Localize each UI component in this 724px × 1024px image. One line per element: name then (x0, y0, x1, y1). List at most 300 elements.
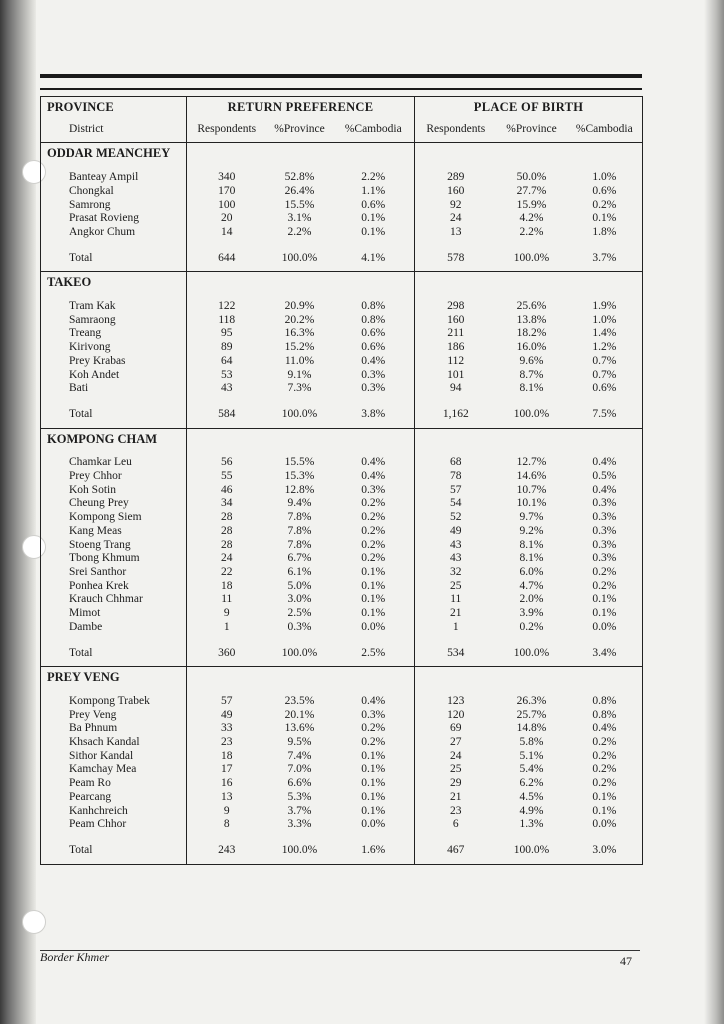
district-name: Kamchay Mea (41, 763, 187, 777)
district-table (40, 96, 643, 865)
binding-edge (0, 0, 36, 1024)
table-row (41, 212, 643, 226)
pob-pct-province: 10.7% (516, 483, 547, 496)
pob-pct-province: 8.1% (519, 538, 544, 551)
table-row (41, 497, 643, 511)
pob-respondents: 78 (450, 470, 462, 483)
pob-pct-cambodia: 0.7% (567, 355, 643, 369)
pob-respondents: 21 (450, 607, 462, 620)
rp-pct-province: 20.1% (284, 708, 315, 721)
footer-publication: Border Khmer (40, 950, 110, 964)
table-row (41, 722, 643, 736)
total-rp-pct-province: 100.0% (267, 635, 333, 667)
rp-pct-province: 9.4% (287, 497, 312, 510)
pob-pct-province: 50.0% (516, 171, 547, 184)
footer-rule (40, 950, 640, 951)
pob-respondents-header: Respondents (415, 115, 497, 143)
district-name: Samraong (41, 314, 187, 328)
rp-pct-province: 9.5% (287, 736, 312, 749)
total-pob-pct-province: 100.0% (497, 635, 567, 667)
pob-pct-province: 8.1% (519, 552, 544, 565)
rp-respondents: 28 (221, 511, 233, 524)
rp-respondents: 8 (223, 818, 230, 831)
rp-pct-cambodia: 0.2% (333, 552, 415, 566)
table-row (41, 763, 643, 777)
district-header: District (41, 115, 187, 143)
pob-respondents: 49 (450, 524, 462, 537)
table-row (41, 369, 643, 383)
table-row (41, 552, 643, 566)
table-row (41, 300, 643, 314)
page-edge-shadow (704, 0, 724, 1024)
rp-pct-cambodia: 0.4% (333, 456, 415, 470)
rp-pct-province: 52.8% (284, 171, 315, 184)
rp-pct-province: 6.7% (287, 552, 312, 565)
pob-pct-province: 3.9% (519, 607, 544, 620)
pob-pct-cambodia: 0.3% (567, 539, 643, 553)
rp-respondents: 46 (221, 483, 233, 496)
rp-pct-province: 7.8% (287, 524, 312, 537)
pob-pct-cambodia: 0.1% (567, 805, 643, 819)
top-rule (40, 74, 642, 90)
table-row (41, 484, 643, 498)
province-header: PROVINCE (41, 97, 187, 115)
rp-pct-province: 5.0% (287, 579, 312, 592)
pob-respondents: 11 (450, 593, 462, 606)
pob-pct-province: 5.1% (519, 749, 544, 762)
total-label: Total (41, 396, 187, 428)
pob-pct-province: 5.4% (519, 763, 544, 776)
pob-respondents: 13 (450, 225, 462, 238)
rp-respondents: 18 (221, 749, 233, 762)
province-spacer (187, 667, 415, 695)
district-name: Koh Andet (41, 369, 187, 383)
total-rp-pct-province: 100.0% (267, 240, 333, 272)
total-rp-pct-cambodia: 2.5% (333, 635, 415, 667)
table-row (41, 314, 643, 328)
page-number: 47 (620, 954, 632, 968)
rp-pct-cambodia: 0.3% (333, 369, 415, 383)
district-name: Sithor Kandal (41, 750, 187, 764)
table-row (41, 382, 643, 396)
district-name: Kompong Trabek (41, 695, 187, 709)
rp-pct-cambodia: 0.2% (333, 722, 415, 736)
table-row (41, 539, 643, 553)
table-row (41, 818, 643, 832)
province-spacer (187, 428, 415, 456)
pob-pct-cambodia: 0.3% (567, 525, 643, 539)
district-name: Tram Kak (41, 300, 187, 314)
pob-pct-cambodia: 0.8% (567, 709, 643, 723)
pob-pct-province: 4.9% (519, 804, 544, 817)
district-name: Srei Santhor (41, 566, 187, 580)
rp-pct-province: 20.9% (284, 300, 315, 313)
pob-pct-cambodia: 0.3% (567, 552, 643, 566)
district-name: Kirivong (41, 341, 187, 355)
pob-pct-cambodia: 0.2% (567, 736, 643, 750)
pob-pct-province: 2.0% (519, 593, 544, 606)
rp-pct-cambodia: 0.6% (333, 199, 415, 213)
rp-respondents: 95 (221, 327, 233, 340)
pob-respondents: 1 (452, 620, 459, 633)
pob-pct-province-header: %Province (497, 115, 567, 143)
pob-pct-cambodia: 1.4% (567, 327, 643, 341)
rp-pct-cambodia: 0.1% (333, 566, 415, 580)
rp-pct-province: 7.8% (287, 538, 312, 551)
pob-respondents: 27 (450, 736, 462, 749)
pob-pct-cambodia: 0.6% (567, 185, 643, 199)
province-row (41, 272, 643, 300)
pob-pct-province: 4.7% (519, 579, 544, 592)
rp-pct-cambodia: 0.1% (333, 763, 415, 777)
pob-respondents: 25 (450, 579, 462, 592)
table-row (41, 607, 643, 621)
total-rp-pct-cambodia: 1.6% (333, 832, 415, 864)
total-row (41, 832, 643, 864)
table-row (41, 525, 643, 539)
table-row (41, 580, 643, 594)
pob-pct-cambodia: 0.3% (567, 497, 643, 511)
pob-respondents: 92 (450, 198, 462, 211)
total-label: Total (41, 635, 187, 667)
rp-pct-cambodia: 0.0% (333, 818, 415, 832)
pob-respondents: 24 (450, 212, 462, 225)
rp-pct-province-header: %Province (267, 115, 333, 143)
rp-respondents: 28 (221, 538, 233, 551)
pob-pct-cambodia: 0.0% (567, 621, 643, 635)
rp-pct-cambodia: 0.3% (333, 484, 415, 498)
pob-pct-cambodia: 0.3% (567, 511, 643, 525)
place-of-birth-header: PLACE OF BIRTH (415, 97, 643, 115)
pob-respondents: 25 (450, 763, 462, 776)
rp-pct-province: 15.5% (284, 198, 315, 211)
province-name: KOMPONG CHAM (41, 428, 187, 456)
district-name: Tbong Khmum (41, 552, 187, 566)
header-row-top (41, 97, 643, 115)
rp-respondents: 17 (221, 763, 233, 776)
total-pob-pct-cambodia: 3.0% (567, 832, 643, 864)
rp-respondents: 20 (221, 212, 233, 225)
pob-respondents: 186 (447, 341, 465, 354)
pob-respondents: 69 (450, 722, 462, 735)
district-name: Chongkal (41, 185, 187, 199)
district-name: Cheung Prey (41, 497, 187, 511)
total-rp-pct-province: 100.0% (267, 832, 333, 864)
table-row (41, 593, 643, 607)
pob-pct-province: 4.5% (519, 790, 544, 803)
rp-respondents: 56 (221, 456, 233, 469)
rp-pct-cambodia: 0.0% (333, 621, 415, 635)
total-row (41, 396, 643, 428)
pob-pct-cambodia: 0.2% (567, 777, 643, 791)
pob-pct-province: 4.2% (519, 212, 544, 225)
pob-pct-province: 13.8% (516, 313, 547, 326)
table-row (41, 226, 643, 240)
rp-pct-province: 2.5% (287, 607, 312, 620)
district-name: Kang Meas (41, 525, 187, 539)
rp-respondents: 34 (221, 497, 233, 510)
pob-pct-cambodia: 0.0% (567, 818, 643, 832)
pob-pct-cambodia: 0.2% (567, 580, 643, 594)
rp-pct-cambodia: 0.1% (333, 805, 415, 819)
rp-respondents: 53 (221, 368, 233, 381)
total-pob-respondents: 1,162 (415, 396, 497, 428)
pob-pct-province: 6.2% (519, 777, 544, 790)
pob-pct-cambodia: 0.2% (567, 750, 643, 764)
pob-pct-cambodia: 1.8% (567, 226, 643, 240)
rp-pct-cambodia: 0.1% (333, 777, 415, 791)
province-spacer (415, 143, 643, 171)
province-spacer (187, 272, 415, 300)
pob-respondents: 43 (450, 538, 462, 551)
pob-pct-cambodia: 0.1% (567, 791, 643, 805)
total-pob-respondents: 534 (415, 635, 497, 667)
total-pob-pct-cambodia: 3.4% (567, 635, 643, 667)
district-name: Angkor Chum (41, 226, 187, 240)
pob-pct-province: 9.7% (519, 511, 544, 524)
rp-pct-cambodia: 0.8% (333, 314, 415, 328)
province-spacer (415, 667, 643, 695)
pob-pct-province: 14.8% (516, 722, 547, 735)
pob-pct-cambodia: 0.6% (567, 382, 643, 396)
pob-respondents: 32 (450, 565, 462, 578)
rp-pct-province: 23.5% (284, 694, 315, 707)
total-rp-respondents: 644 (187, 240, 267, 272)
total-rp-respondents: 243 (187, 832, 267, 864)
pob-pct-cambodia: 0.4% (567, 722, 643, 736)
rp-pct-province: 6.6% (287, 777, 312, 790)
rp-pct-province: 2.2% (287, 225, 312, 238)
total-rp-respondents: 360 (187, 635, 267, 667)
district-name: Stoeng Trang (41, 539, 187, 553)
pob-respondents: 54 (450, 497, 462, 510)
rp-respondents: 340 (218, 171, 236, 184)
pob-pct-cambodia: 0.2% (567, 763, 643, 777)
rp-pct-province: 11.0% (284, 354, 315, 367)
rp-respondents: 9 (223, 607, 230, 620)
pob-pct-cambodia: 0.4% (567, 456, 643, 470)
rp-respondents: 55 (221, 470, 233, 483)
total-pob-pct-province: 100.0% (497, 832, 567, 864)
total-pob-pct-province: 100.0% (497, 396, 567, 428)
table-row (41, 805, 643, 819)
district-name: Prey Krabas (41, 355, 187, 369)
rp-pct-province: 3.1% (287, 212, 312, 225)
province-name: PREY VENG (41, 667, 187, 695)
pob-pct-cambodia: 0.1% (567, 607, 643, 621)
rp-pct-province: 16.3% (284, 327, 315, 340)
pob-respondents: 211 (447, 327, 465, 340)
rp-pct-province: 13.6% (284, 722, 315, 735)
table-row (41, 185, 643, 199)
rp-pct-cambodia: 0.4% (333, 355, 415, 369)
rp-pct-province: 15.3% (284, 470, 315, 483)
rp-respondents: 18 (221, 579, 233, 592)
rp-pct-cambodia: 0.2% (333, 539, 415, 553)
rp-respondents: 1 (223, 620, 230, 633)
rp-pct-cambodia: 0.1% (333, 226, 415, 240)
table-row (41, 327, 643, 341)
pob-pct-cambodia: 0.2% (567, 566, 643, 580)
pob-pct-province: 10.1% (516, 497, 547, 510)
district-name: Koh Sotin (41, 484, 187, 498)
pob-pct-cambodia: 0.1% (567, 593, 643, 607)
table-row (41, 199, 643, 213)
rp-respondents: 23 (221, 736, 233, 749)
rp-pct-province: 20.2% (284, 313, 315, 326)
table-row (41, 791, 643, 805)
pob-pct-province: 9.2% (519, 524, 544, 537)
rp-pct-province: 7.4% (287, 749, 312, 762)
table-row (41, 777, 643, 791)
province-name: ODDAR MEANCHEY (41, 143, 187, 171)
province-spacer (415, 272, 643, 300)
total-row (41, 635, 643, 667)
pob-pct-province: 16.0% (516, 341, 547, 354)
rp-respondents: 49 (221, 708, 233, 721)
rp-pct-cambodia: 0.2% (333, 511, 415, 525)
rp-pct-province: 7.8% (287, 511, 312, 524)
rp-pct-cambodia: 0.1% (333, 580, 415, 594)
rp-pct-province: 5.3% (287, 790, 312, 803)
table-row (41, 341, 643, 355)
table-row (41, 621, 643, 635)
pob-pct-cambodia: 1.0% (567, 314, 643, 328)
district-name: Kanhchreich (41, 805, 187, 819)
total-pob-respondents: 467 (415, 832, 497, 864)
district-name: Prasat Rovieng (41, 212, 187, 226)
rp-respondents: 57 (221, 694, 233, 707)
pob-respondents: 160 (447, 313, 465, 326)
table-row (41, 470, 643, 484)
pob-respondents: 101 (447, 368, 465, 381)
pob-respondents: 289 (447, 171, 465, 184)
total-row (41, 240, 643, 272)
rp-respondents: 28 (221, 524, 233, 537)
table-row (41, 456, 643, 470)
district-name: Prey Chhor (41, 470, 187, 484)
pob-respondents: 123 (447, 694, 465, 707)
rp-pct-cambodia: 0.1% (333, 593, 415, 607)
pob-pct-province: 14.6% (516, 470, 547, 483)
total-pob-respondents: 578 (415, 240, 497, 272)
rp-respondents: 13 (221, 790, 233, 803)
rp-pct-cambodia: 0.4% (333, 470, 415, 484)
rp-respondents: 11 (221, 593, 233, 606)
pob-respondents: 21 (450, 790, 462, 803)
pob-pct-province: 25.6% (516, 300, 547, 313)
rp-pct-cambodia: 0.2% (333, 497, 415, 511)
pob-pct-province: 18.2% (516, 327, 547, 340)
rp-respondents: 14 (221, 225, 233, 238)
pob-pct-cambodia: 1.9% (567, 300, 643, 314)
pob-pct-cambodia: 0.1% (567, 212, 643, 226)
district-name: Bati (41, 382, 187, 396)
rp-respondents: 22 (221, 565, 233, 578)
pob-respondents: 120 (447, 708, 465, 721)
district-name: Peam Ro (41, 777, 187, 791)
rp-pct-province: 7.0% (287, 763, 312, 776)
total-pob-pct-province: 100.0% (497, 240, 567, 272)
rp-pct-province: 7.3% (287, 382, 312, 395)
table-row (41, 511, 643, 525)
rp-pct-cambodia: 0.3% (333, 382, 415, 396)
pob-pct-province: 2.2% (519, 225, 544, 238)
total-pob-pct-cambodia: 7.5% (567, 396, 643, 428)
table-row (41, 709, 643, 723)
table-row (41, 171, 643, 185)
rp-respondents: 9 (223, 804, 230, 817)
rp-pct-cambodia: 0.1% (333, 212, 415, 226)
district-name: Ba Phnum (41, 722, 187, 736)
pob-pct-cambodia: 0.2% (567, 199, 643, 213)
rp-pct-cambodia: 0.2% (333, 525, 415, 539)
rp-pct-cambodia: 2.2% (333, 171, 415, 185)
pob-respondents: 29 (450, 777, 462, 790)
pob-respondents: 112 (447, 354, 465, 367)
header-row-sub (41, 115, 643, 143)
pob-pct-province: 9.6% (519, 354, 544, 367)
pob-respondents: 6 (452, 818, 459, 831)
district-name: Krauch Chhmar (41, 593, 187, 607)
pob-respondents: 57 (450, 483, 462, 496)
table-row (41, 736, 643, 750)
pob-pct-cambodia: 1.0% (567, 171, 643, 185)
rp-respondents: 100 (218, 198, 236, 211)
rp-pct-province: 0.3% (287, 620, 312, 633)
rp-respondents: 24 (221, 552, 233, 565)
province-spacer (187, 143, 415, 171)
rp-pct-cambodia: 0.4% (333, 695, 415, 709)
rp-pct-cambodia: 1.1% (333, 185, 415, 199)
district-name: Dambe (41, 621, 187, 635)
rp-respondents: 118 (218, 313, 236, 326)
pob-pct-province: 8.7% (519, 368, 544, 381)
rp-pct-province: 3.0% (287, 593, 312, 606)
rp-pct-province: 26.4% (284, 184, 315, 197)
pob-respondents: 298 (447, 300, 465, 313)
table-row (41, 566, 643, 580)
pob-pct-province: 12.7% (516, 456, 547, 469)
total-rp-pct-province: 100.0% (267, 396, 333, 428)
pob-respondents: 23 (450, 804, 462, 817)
pob-respondents: 160 (447, 184, 465, 197)
pob-pct-province: 0.2% (519, 620, 544, 633)
rp-pct-province: 3.3% (287, 818, 312, 831)
rp-pct-cambodia-header: %Cambodia (333, 115, 415, 143)
rp-respondents: 33 (221, 722, 233, 735)
pob-pct-province: 1.3% (519, 818, 544, 831)
district-name: Pearcang (41, 791, 187, 805)
rp-pct-cambodia: 0.6% (333, 341, 415, 355)
province-row (41, 428, 643, 456)
rp-pct-cambodia: 0.1% (333, 607, 415, 621)
pob-pct-province: 15.9% (516, 198, 547, 211)
rp-respondents: 170 (218, 184, 236, 197)
province-row (41, 143, 643, 171)
province-spacer (415, 428, 643, 456)
rp-pct-province: 9.1% (287, 368, 312, 381)
district-name: Kompong Siem (41, 511, 187, 525)
pob-pct-province: 26.3% (516, 694, 547, 707)
rp-pct-province: 3.7% (287, 804, 312, 817)
district-name: Peam Chhor (41, 818, 187, 832)
district-name: Treang (41, 327, 187, 341)
table-row (41, 355, 643, 369)
pob-pct-province: 27.7% (516, 184, 547, 197)
rp-pct-cambodia: 0.6% (333, 327, 415, 341)
pob-pct-cambodia: 1.2% (567, 341, 643, 355)
